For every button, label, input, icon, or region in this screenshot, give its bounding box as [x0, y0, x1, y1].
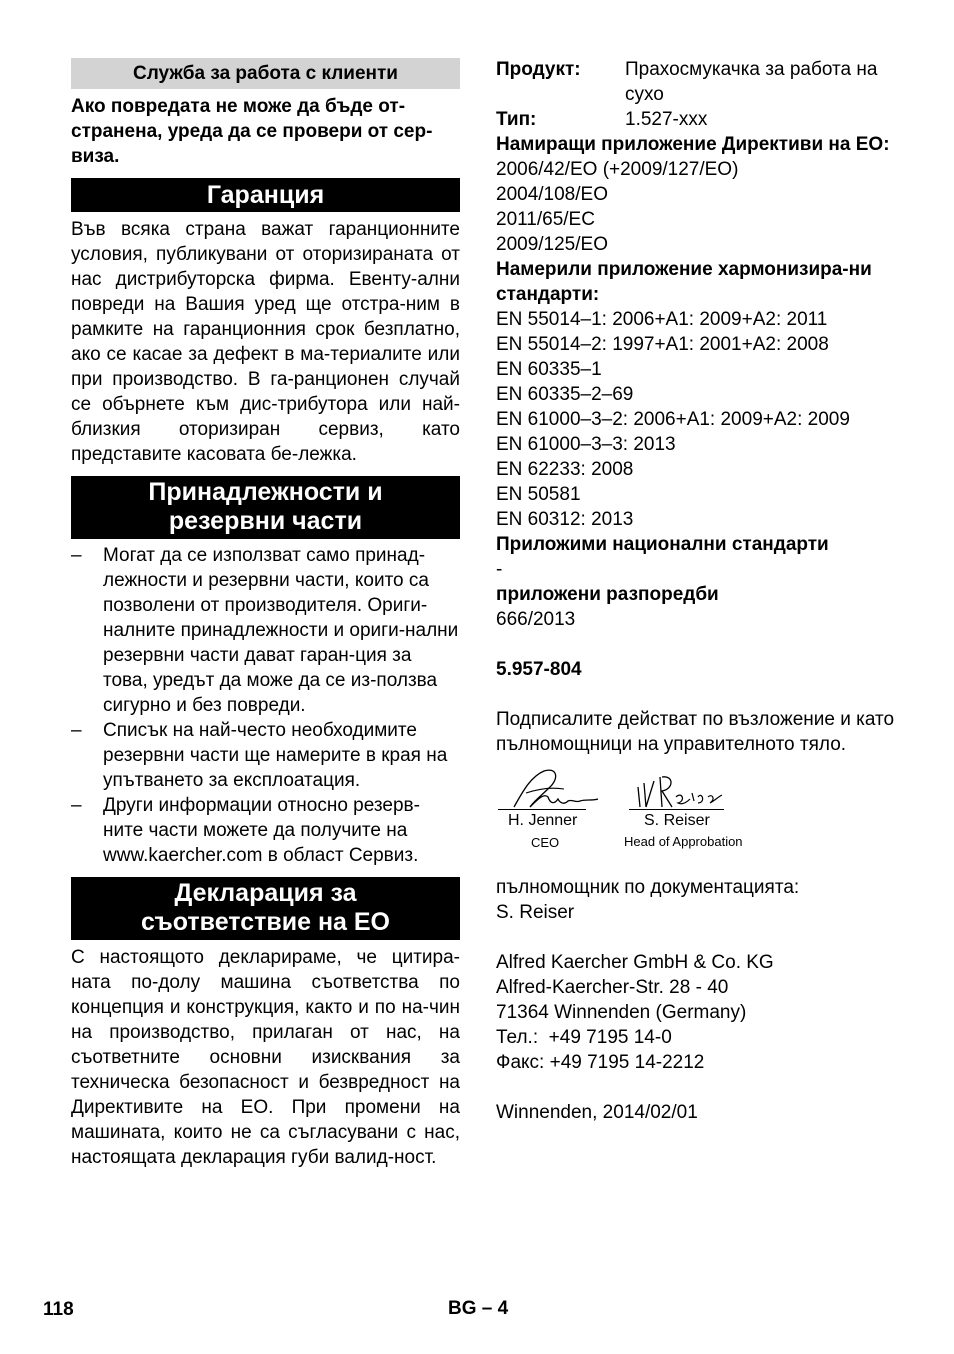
- standards-heading: Намерили приложение хармонизира-ни стандарти:: [496, 259, 872, 305]
- list-item-text: Списък на най-често необходимите резервни части ще намерите в края на упътването за експлоатация.: [103, 720, 448, 791]
- type-label: Тип:: [496, 109, 537, 130]
- accessories-heading: [71, 476, 460, 539]
- list-item: [71, 793, 460, 868]
- left-column: [71, 58, 460, 1179]
- accessories-heading-line1: Принадлежности и: [148, 478, 383, 506]
- place-date: Winnenden, 2014/02/01: [496, 1102, 698, 1123]
- signer2-role: Head of Approbation: [624, 834, 743, 849]
- company-line: Alfred-Kaercher-Str. 28 - 40: [496, 977, 729, 998]
- type-value: 1.527-xxx: [625, 109, 708, 130]
- dash-bullet: –: [71, 795, 82, 816]
- standard-item: EN 55014–1: 2006+A1: 2009+A2: 2011: [496, 309, 828, 330]
- signer1-name: H. Jenner: [508, 812, 578, 829]
- company-line: Тел.: +49 7195 14-0: [496, 1027, 672, 1048]
- right-column: [496, 57, 896, 1125]
- warranty-heading: Гаранция: [71, 178, 460, 212]
- dash-bullet: –: [71, 720, 82, 741]
- page-number: 118: [43, 1299, 74, 1320]
- standard-item: EN 60312: 2013: [496, 509, 634, 530]
- standard-item: EN 61000–3–3: 2013: [496, 434, 676, 455]
- directive-item: 2004/108/ЕО: [496, 184, 608, 205]
- company-line: 71364 Winnenden (Germany): [496, 1002, 747, 1023]
- signatures-block: [496, 763, 896, 875]
- section-label: BG – 4: [448, 1298, 509, 1319]
- warranty-text: Във всяка страна важат гаранционните условия, публикувани от оторизираната от нас дистрибуторска фирма. Евенту-ални повреди на Вашия уред ще отстра-ним в рамките на гаранционния срок безплатно, ако се касае за дефект в ма-териалите или при производство. В га-ранционен случай се обърнете към дис-трибутора или най-близкия оторизиран сервиз, като представите касовата бе-лежка.: [71, 219, 460, 465]
- standard-item: EN 50581: [496, 484, 581, 505]
- national-standards-value: -: [496, 559, 503, 580]
- list-item-text: Други информации относно резерв-ните части можете да получите на www.kaercher.com в област Сервиз.: [103, 795, 420, 866]
- accessories-heading-line2: резервни части: [168, 507, 363, 535]
- standard-item: EN 60335–1: [496, 359, 602, 380]
- product-row: [496, 57, 896, 107]
- signatories-text: Подписалите действат по възложение и като пълномощници на управителното тяло.: [496, 709, 895, 755]
- standard-item: EN 61000–3–2: 2006+A1: 2009+A2: 2009: [496, 409, 850, 430]
- regulations-value: 666/2013: [496, 609, 576, 630]
- doc-representative-label: пълномощник по документацията:: [496, 877, 800, 898]
- company-line: Факс: +49 7195 14-2212: [496, 1052, 705, 1073]
- directive-item: 2006/42/ЕО (+2009/127/ЕО): [496, 159, 739, 180]
- signer1-role: CEO: [531, 835, 560, 850]
- doc-representative-name: S. Reiser: [496, 902, 575, 923]
- national-standards-heading: Приложими национални стандарти: [496, 534, 829, 555]
- product-label: Продукт:: [496, 59, 581, 80]
- company-line: Alfred Kaercher GmbH & Co. KG: [496, 952, 774, 973]
- accessories-list: [71, 543, 460, 868]
- list-item-text: Могат да се използват само принад-лежности и резервни части, които са позволени от производителя. Ориги-налните принадлежности и ориги-нални резервни части дават гаран-ция за това, уредът да може да се из-ползва сигурно и без повреди.: [103, 545, 459, 716]
- declaration-heading-line2: съответствие на ЕО: [140, 908, 391, 936]
- list-item: [71, 543, 460, 718]
- declaration-heading: [71, 877, 460, 940]
- standard-item: EN 55014–2: 1997+A1: 2001+A2: 2008: [496, 334, 829, 355]
- standard-item: EN 62233: 2008: [496, 459, 634, 480]
- signer2-name: S. Reiser: [644, 812, 710, 829]
- customer-service-heading: Служба за работа с клиенти: [71, 58, 460, 89]
- list-item: [71, 718, 460, 793]
- directives-heading: Намиращи приложение Директиви на ЕО:: [496, 134, 890, 155]
- customer-service-text: Ако повредата не може да бъде от-странена, уреда да се провери от сер-виза.: [71, 96, 433, 167]
- directive-item: 2009/125/ЕО: [496, 234, 608, 255]
- directive-item: 2011/65/ЕС: [496, 209, 595, 230]
- type-row: [496, 107, 896, 132]
- standard-item: EN 60335–2–69: [496, 384, 634, 405]
- dash-bullet: –: [71, 545, 82, 566]
- declaration-heading-line1: Декларация за: [174, 879, 357, 907]
- document-number: 5.957-804: [496, 659, 582, 680]
- declaration-text: С настоящото декларираме, че цитира-ната по-долу машина съответства по концепция и конструкция, както и по на-чин на производство, прилаган от нас, на съответните основни изисквания за техническа безопасност и безвредност на Директивите на ЕО. При промени на машината, които не са съгласувани с нас, настоящата декларация губи валид-ност.: [71, 947, 460, 1168]
- product-value: Прахосмукачка за работа на сухо: [625, 59, 878, 105]
- regulations-heading: приложени разпоредби: [496, 584, 719, 605]
